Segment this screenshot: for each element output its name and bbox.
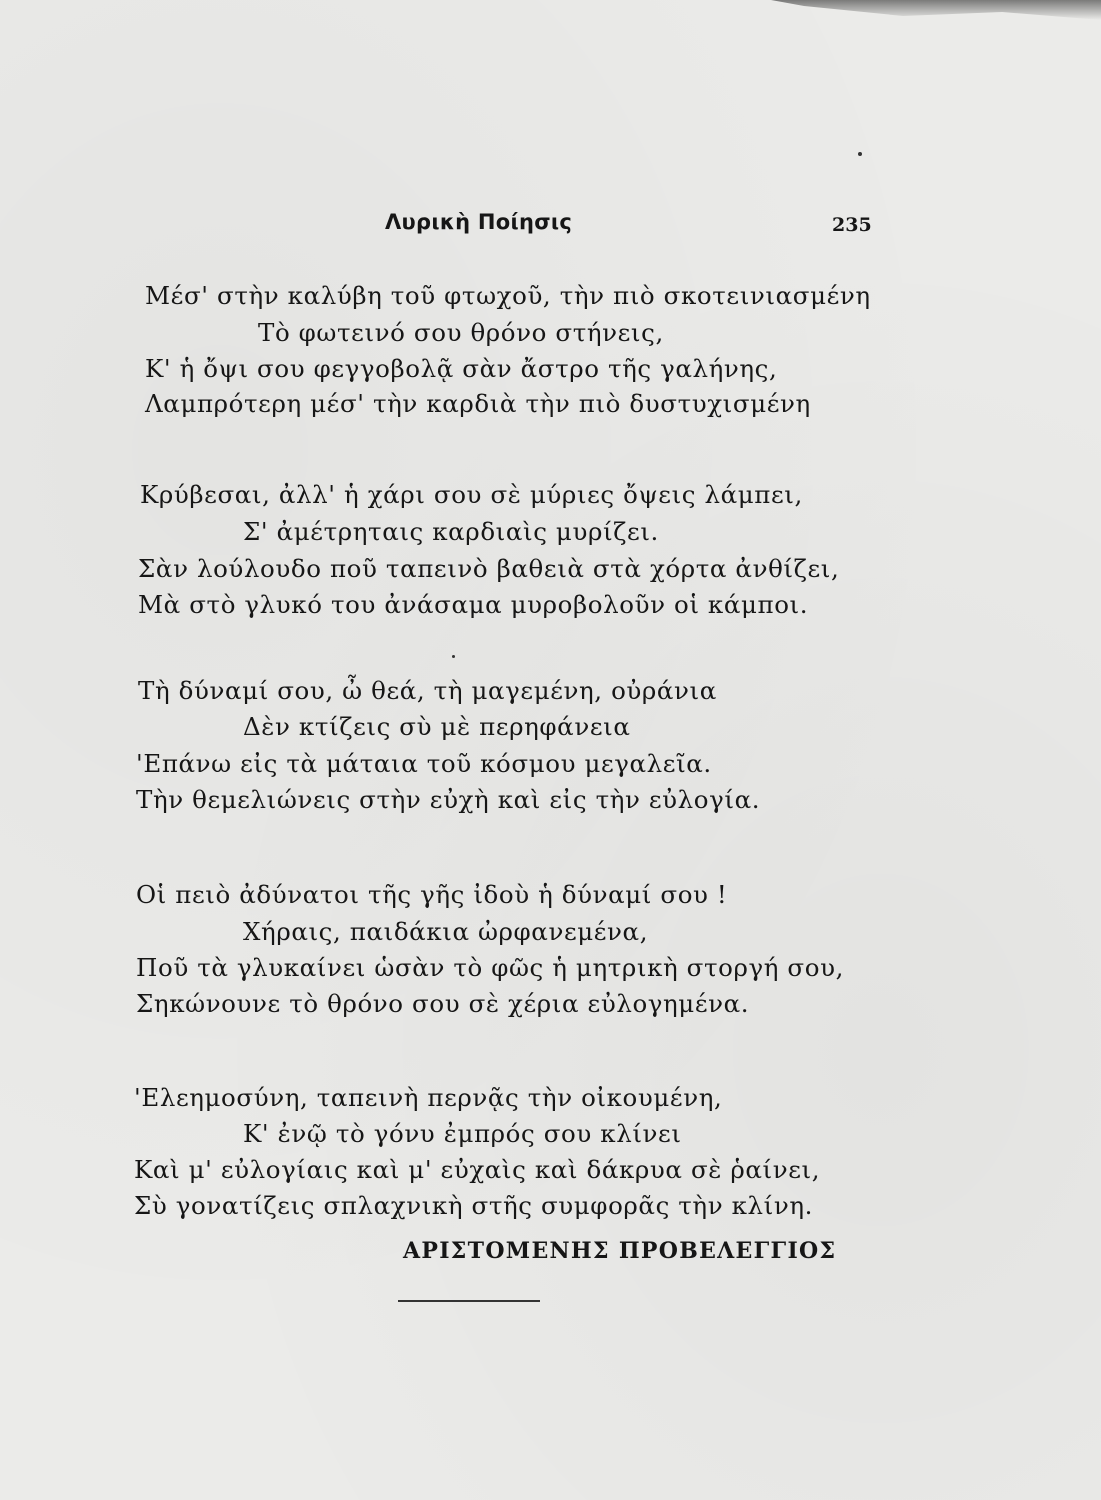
poem-line: Κ' ἐνῷ τὸ γόνυ ἐμπρός σου κλίνει [243, 1119, 682, 1148]
poem-line: Δὲν κτίζεις σὺ μὲ περηφάνεια [243, 712, 631, 741]
poem-line: Καὶ μ' εὐλογίαις καὶ μ' εὐχαὶς καὶ δάκρυα σὲ ῥαίνει, [134, 1155, 821, 1184]
poem-line: 'Επάνω εἰς τὰ μάταια τοῦ κόσμου μεγαλεῖα. [136, 749, 712, 778]
poem-line: Σηκώνουνε τὸ θρόνο σου σὲ χέρια εὐλογημένα. [136, 989, 750, 1018]
poem-line: Οἱ πειὸ ἀδύνατοι τῆς γῆς ἰδοὺ ἡ δύναμί σου ! [136, 880, 728, 909]
poem-line: Λαμπρότερη μέσ' τὴν καρδιὰ τὴν πιὸ δυστυχισμένη [145, 389, 811, 418]
scan-edge-shadow [771, 0, 1101, 20]
poem-line: Τὸ φωτεινό σου θρόνο στήνεις, [258, 318, 664, 347]
poem-line: Κρύβεσαι, ἀλλ' ἡ χάρι σου σὲ μύριες ὄψεις λάμπει, [140, 480, 803, 509]
running-header-title: Λυρικὴ Ποίησις [385, 210, 573, 234]
poem-line: Κ' ἡ ὄψι σου φεγγοβολᾷ σὰν ἄστρο τῆς γαλήνης, [145, 354, 778, 383]
author-signature: ΑΡΙΣΤΟΜΕΝΗΣ ΠΡΟΒΕΛΕΓΓΙΟΣ [403, 1238, 837, 1264]
ink-speck [858, 152, 862, 156]
poem-line: Τὴν θεμελιώνεις στὴν εὐχὴ καὶ εἰς τὴν εὐλογία. [136, 785, 761, 814]
page-number: 235 [832, 214, 872, 236]
ink-speck [452, 655, 455, 658]
poem-line: Τὴ δύναμί σου, ὦ θεά, τὴ μαγεμένη, οὐράνια [138, 676, 717, 705]
poem-line: Ποῦ τὰ γλυκαίνει ὡσὰν τὸ φῶς ἡ μητρικὴ στοργή σου, [136, 953, 844, 982]
poem-line: 'Ελεημοσύνη, ταπεινὴ περνᾷς τὴν οἰκουμένη, [134, 1083, 723, 1112]
poem-line: Σ' ἀμέτρηταις καρδιαὶς μυρίζει. [243, 517, 659, 546]
poem-line: Μέσ' στὴν καλύβη τοῦ φτωχοῦ, τὴν πιὸ σκοτεινιασμένη [145, 281, 871, 310]
poem-line: Μὰ στὸ γλυκό του ἀνάσαμα μυροβολοῦν οἱ κάμποι. [138, 590, 809, 619]
poem-line: Σὰν λούλουδο ποῦ ταπεινὸ βαθειὰ στὰ χόρτα ἀνθίζει, [138, 554, 840, 583]
poem-line: Σὺ γονατίζεις σπλαχνικὴ στῆς συμφορᾶς τὴν κλίνη. [134, 1191, 813, 1220]
closing-rule [398, 1300, 540, 1302]
poem-line: Χήραις, παιδάκια ὠρφανεμένα, [243, 917, 649, 946]
